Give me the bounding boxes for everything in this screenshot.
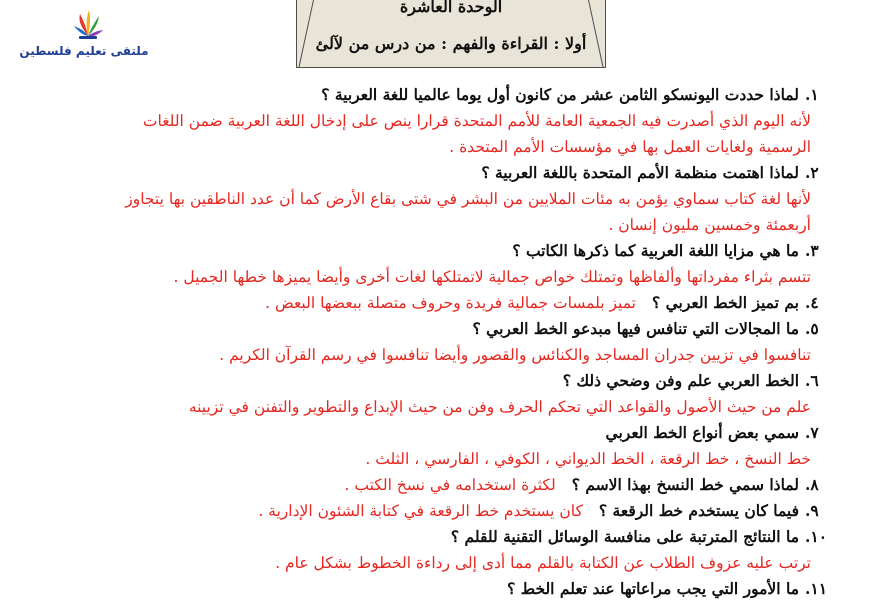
question-item (37, 368, 829, 420)
question-line (37, 160, 829, 186)
question-item (37, 316, 829, 368)
question-text: ما النتائج المترتبة على منافسة الوسائل التقنية للقلم ؟ (450, 527, 799, 546)
question-line (37, 498, 829, 524)
answer-line: علم من حيث الأصول والقواعد التي تحكم الحرف وفن من حيث الإبداع والتطوير والتفنن في تزيينه (188, 398, 811, 416)
question-number: ٧. (805, 423, 819, 442)
lesson-title: أولا : القراءة والفهم : من درس من لآلئ (315, 34, 587, 53)
question-number: ٤. (805, 293, 819, 312)
question-item (37, 472, 829, 498)
question-number: ٨. (805, 475, 819, 494)
question-item (37, 82, 829, 160)
answer-line: أربعمئة وخمسين مليون إنسان . (608, 216, 811, 234)
answer-text: كان يستخدم خط الرقعة في كتابة الشئون الإدارية . (258, 502, 583, 520)
question-number: ٩. (805, 501, 819, 520)
question-line (37, 472, 829, 498)
answer-line: تتسم بثراء مفرداتها وألفاظها وتمتلك خواص جمالية لاتمتلكها لغات أخرى وأيضا يميزها خطها الجميل . (173, 268, 811, 286)
question-item (37, 290, 829, 316)
question-number: ١. (805, 85, 819, 104)
question-number: ٣. (805, 241, 819, 260)
answer-line: خط النسخ ، خط الرقعة ، الخط الديواني ، الكوفي ، الفارسي ، الثلث . (365, 450, 811, 468)
question-number: ٢. (805, 163, 819, 182)
answer-text: لكثرة استخدامه في نسخ الكتب . (344, 476, 556, 494)
question-number: ٦. (805, 371, 819, 390)
question-item (37, 576, 829, 602)
question-text: سمي بعض أنواع الخط العربي (605, 423, 799, 442)
question-line (37, 368, 829, 394)
question-line (37, 238, 829, 264)
answer-line: لأنه اليوم الذي أصدرت فيه الجمعية العامة للأمم المتحدة قرارا ينص على إدخال اللغة العربية ضمن اللغات (142, 112, 811, 130)
answer-line: ترتب عليه عزوف الطلاب عن الكتابة بالقلم مما أدى إلى رداءة الخطوط بشكل عام . (275, 554, 811, 572)
question-item (37, 160, 829, 238)
answer-line: لأنها لغة كتاب سماوي يؤمن به مئات الملايين من البشر في شتى بقاع الأرض كما أن عدد الناطقين بها يتجاوز (125, 190, 811, 208)
question-text: فيما كان يستخدم خط الرقعة ؟ (598, 501, 799, 520)
site-name: ملتقى تعليم فلسطين (19, 44, 149, 58)
answer-line: تنافسوا في تزيين جدران المساجد والكنائس والقصور وأيضا تنافسوا في رسم القرآن الكريم . (219, 346, 811, 364)
unit-title: الوحدة العاشرة (399, 0, 503, 16)
question-line (37, 290, 829, 316)
question-line (37, 524, 829, 550)
question-number: ٥. (805, 319, 819, 338)
question-line (37, 82, 829, 108)
logo-emblem-icon (70, 6, 106, 42)
question-text: ما هي مزايا اللغة العربية كما ذكرها الكاتب ؟ (512, 241, 799, 260)
question-line (37, 420, 829, 446)
question-text: ما المجالات التي تنافس فيها مبدعو الخط العربي ؟ (472, 319, 799, 338)
question-text: لماذا سمي خط النسخ بهذا الاسم ؟ (571, 475, 799, 494)
unit-title-box (296, 0, 606, 68)
question-text: لماذا اهتمت منظمة الأمم المتحدة باللغة العربية ؟ (481, 163, 799, 182)
question-text: بم تميز الخط العربي ؟ (652, 293, 799, 312)
question-item (37, 498, 829, 524)
question-text: ما الأمور التي يجب مراعاتها عند تعلم الخط ؟ (507, 579, 799, 598)
question-text: الخط العربي علم وفن وضحي ذلك ؟ (562, 371, 799, 390)
question-item (37, 524, 829, 576)
site-logo (18, 4, 150, 66)
question-line (37, 316, 829, 342)
answer-line: الرسمية ولغايات العمل بها في مؤسسات الأمم المتحدة . (449, 138, 811, 156)
question-number: ١٠. (805, 527, 828, 546)
question-line (37, 576, 829, 602)
question-item (37, 420, 829, 472)
question-list (37, 82, 829, 602)
question-number: ١١. (805, 579, 828, 598)
question-text: لماذا حددت اليونسكو الثامن عشر من كانون أول يوما عالميا للغة العربية ؟ (321, 85, 799, 104)
question-item (37, 238, 829, 290)
answer-text: تميز بلمسات جمالية فريدة وحروف متصلة ببعضها البعض . (265, 294, 636, 312)
